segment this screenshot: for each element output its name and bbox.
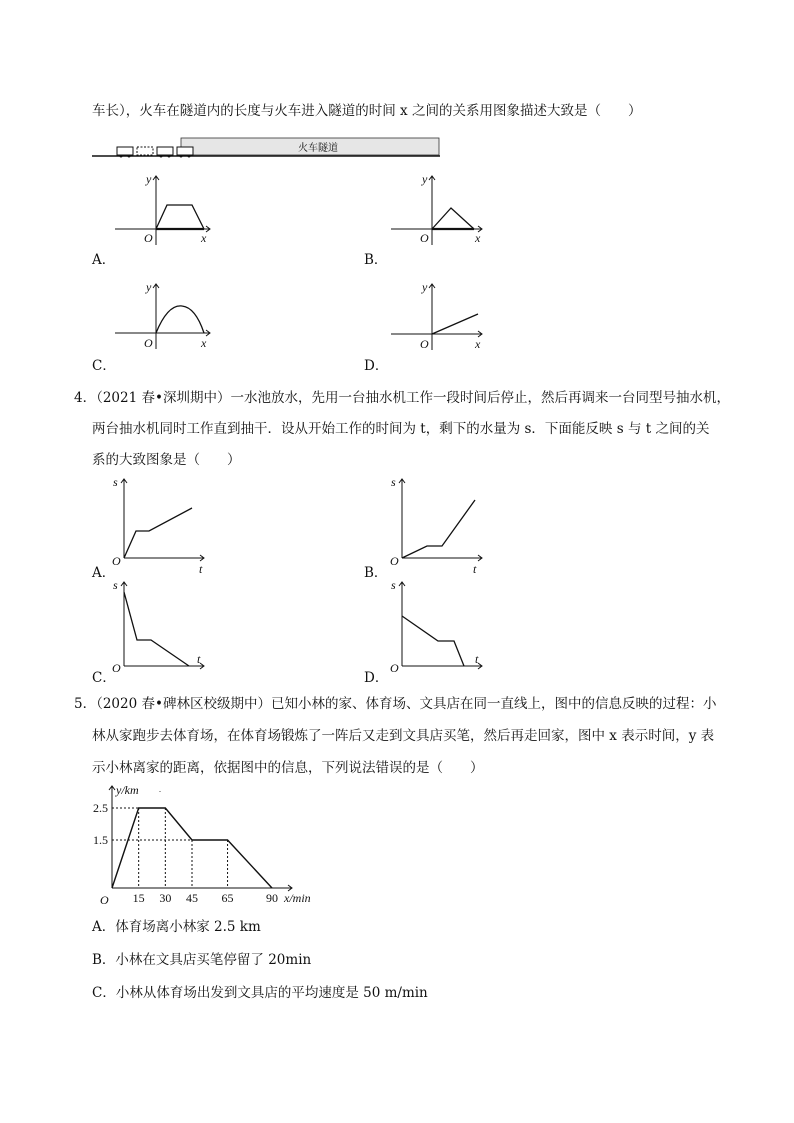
q5-distance-time-graph <box>86 780 326 910</box>
q5-xtick-label: 15 <box>132 891 145 905</box>
q3-d-origin: O <box>420 337 429 351</box>
tunnel-label: 火车隧道 <box>298 143 338 154</box>
q4-d-origin: O <box>390 661 399 675</box>
q3-a-origin: O <box>144 231 153 245</box>
q5-xtick-label: 30 <box>159 891 172 905</box>
q4-c-ylabel: s <box>113 578 118 592</box>
q4-line-1: 4．（2021 春•深圳期中）一水池放水，先用一台抽水机工作一段时间后停止，然后再调来一台同型号抽水机， <box>74 390 730 406</box>
q4-option-a-letter: A． <box>92 565 116 581</box>
q5-choice-b: B．小林在文具店买笔停留了 20min <box>92 952 312 968</box>
q5-xlabel: x/min <box>284 891 311 905</box>
q5-ytick-label: 2.5 <box>93 801 108 815</box>
q3-option-c-letter: C． <box>92 358 116 374</box>
q3-a-ylabel: y <box>146 172 152 186</box>
q4-line-2: 两台抽水机同时工作直到抽干．设从开始工作的时间为 t，剩下的水量为 s．下面能反映 s 与 t 之间的关 <box>92 421 710 437</box>
q4-graph-a <box>108 473 228 576</box>
q4-option-d-letter: D． <box>364 670 389 686</box>
q4-graph-b <box>386 473 506 576</box>
q5-line-3: 示小林离家的距离，依据图中的信息，下列说法错误的是（ ） <box>92 760 484 776</box>
q4-b-xlabel: t <box>473 562 477 576</box>
q3-c-xlabel: x <box>201 336 207 350</box>
q3-b-xlabel: x <box>475 231 481 245</box>
q3-c-ylabel: y <box>146 280 152 294</box>
q3-option-a-letter: A． <box>92 252 116 268</box>
q3-b-ylabel: y <box>422 172 428 186</box>
q5-origin: O <box>100 893 109 907</box>
q5-choice-a: A．体育场离小林家 2.5 km <box>92 919 261 935</box>
q5-line-1: 5．（2020 春•碑林区校级期中）已知小林的家、体育场、文具店在同一直线上，图中的信息反映的过程：小 <box>74 696 717 712</box>
q3-c-origin: O <box>144 336 153 350</box>
q5-choice-c: C．小林从体育场出发到文具店的平均速度是 50 m/min <box>92 985 428 1001</box>
q5-xtick-label: 65 <box>221 891 234 905</box>
q5-line-2: 林从家跑步去体育场，在体育场锻炼了一阵后又走到文具店买笔，然后再走回家，图中 x 表示时间，y 表 <box>92 728 715 744</box>
svg-text:.: . <box>159 785 161 794</box>
q3-graph-b <box>386 170 506 250</box>
q3-a-xlabel: x <box>201 231 207 245</box>
q5-xtick-label: 90 <box>266 891 278 905</box>
q3-graph-c <box>110 278 230 358</box>
q4-c-origin: O <box>112 661 121 675</box>
q4-d-xlabel: t <box>475 652 479 666</box>
q5-ylabel: y/km <box>116 783 139 797</box>
q4-a-ylabel: s <box>113 475 118 489</box>
q5-xtick-label: 45 <box>186 891 198 905</box>
q4-a-xlabel: t <box>199 562 203 576</box>
q4-d-ylabel: s <box>391 578 396 592</box>
q4-option-c-letter: C． <box>92 670 116 686</box>
q4-c-xlabel: t <box>197 652 201 666</box>
q4-option-b-letter: B． <box>364 565 388 581</box>
q3-graph-a <box>110 170 230 250</box>
q4-graph-c <box>108 576 228 676</box>
q4-b-origin: O <box>390 554 399 568</box>
q3-d-ylabel: y <box>422 280 428 294</box>
q3-stem: 车长），火车在隧道内的长度与火车进入隧道的时间 x 之间的关系用图象描述大致是（ ） <box>92 103 642 119</box>
q4-line-3: 系的大致图象是（ ） <box>92 452 241 468</box>
q3-option-d-letter: D． <box>364 358 389 374</box>
q3-b-origin: O <box>420 231 429 245</box>
q3-d-xlabel: x <box>475 337 481 351</box>
q5-ytick-label: 1.5 <box>93 833 108 847</box>
q4-graph-d <box>386 576 506 676</box>
q4-b-ylabel: s <box>391 475 396 489</box>
train-tunnel-illustration <box>0 135 794 165</box>
q3-graph-d <box>386 278 506 358</box>
q3-option-b-letter: B． <box>364 252 388 268</box>
q4-a-origin: O <box>112 554 121 568</box>
